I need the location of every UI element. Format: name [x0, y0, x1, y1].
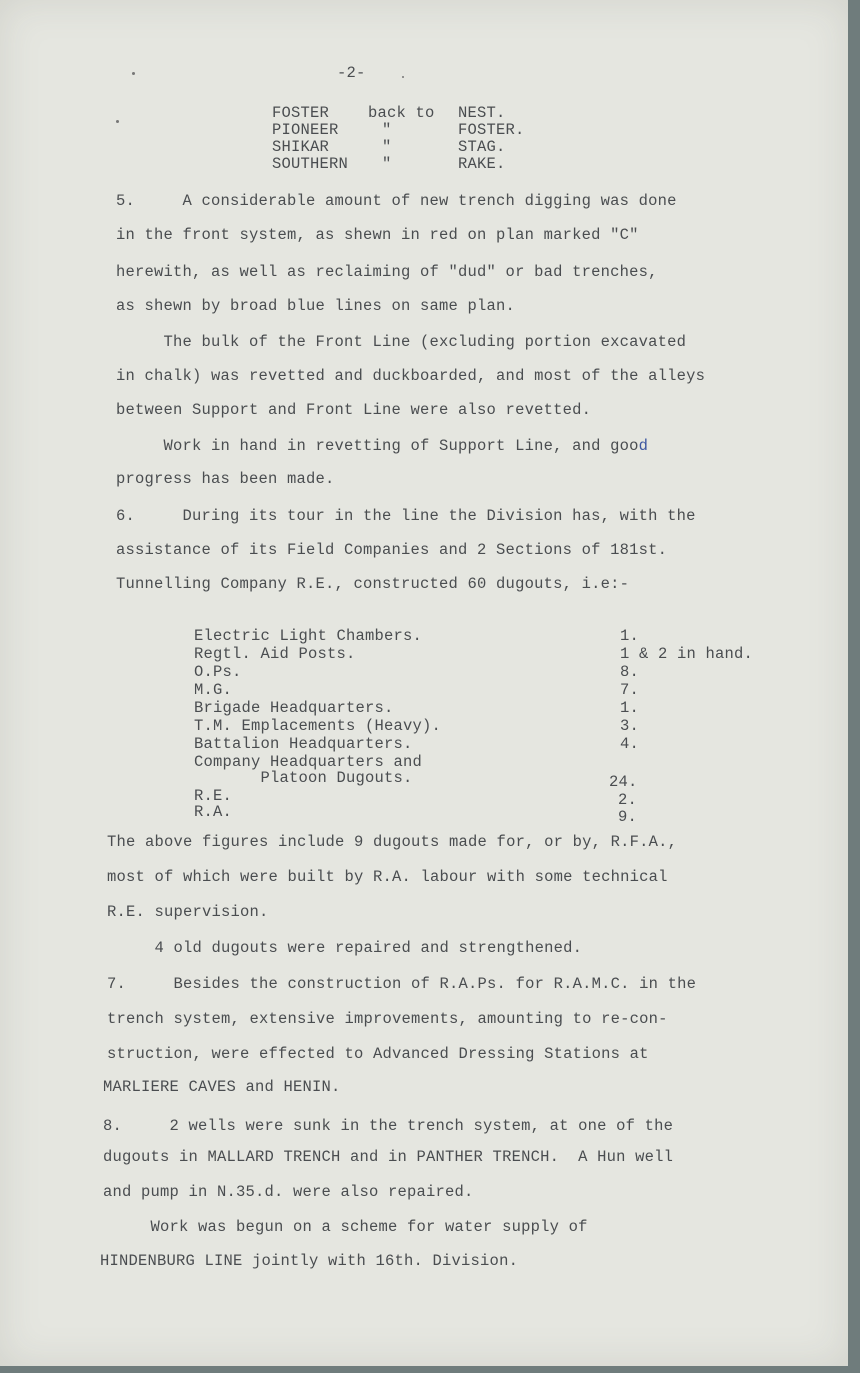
paragraph-line	[116, 437, 648, 455]
paragraph-line: struction, were effected to Advanced Dressing Stations at	[107, 1045, 649, 1063]
paragraph-line: most of which were built by R.A. labour with some technical	[107, 868, 668, 886]
route-to: STAG.	[458, 138, 506, 156]
dugout-label: Platoon Dugouts.	[194, 769, 413, 787]
paragraph-line: 8. 2 wells were sunk in the trench system, at one of the	[103, 1117, 674, 1135]
paragraph-line: in chalk) was revetted and duckboarded, and most of the alleys	[116, 367, 706, 385]
paragraph-line: The bulk of the Front Line (excluding portion excavated	[116, 333, 687, 351]
paragraph-line: between Support and Front Line were also revetted.	[116, 401, 592, 419]
paragraph-line: HINDENBURG LINE jointly with 16th. Division.	[100, 1252, 519, 1270]
paragraph-line: 5. A considerable amount of new trench digging was done	[116, 192, 677, 210]
paragraph-line: trench system, extensive improvements, amounting to re-con-	[107, 1010, 668, 1028]
route-from: SOUTHERN	[272, 155, 349, 173]
dugout-label: Electric Light Chambers.	[194, 627, 423, 645]
dugout-count: 1.	[620, 627, 640, 645]
paragraph-line: dugouts in MALLARD TRENCH and in PANTHER TRENCH. A Hun well	[103, 1148, 674, 1166]
dugout-label: Company Headquarters and	[194, 753, 423, 771]
route-word: "	[382, 121, 392, 139]
route-to: NEST.	[458, 104, 506, 122]
route-from: PIONEER	[272, 121, 339, 139]
dugout-count: 3.	[620, 717, 640, 735]
paragraph-line: Work was begun on a scheme for water supply of	[103, 1218, 588, 1236]
paragraph-line: herewith, as well as reclaiming of "dud" or bad trenches,	[116, 263, 658, 281]
dugout-count: 1 & 2 in hand.	[620, 645, 754, 663]
paragraph-line: and pump in N.35.d. were also repaired.	[103, 1183, 474, 1201]
dugout-label: M.G.	[194, 681, 233, 699]
route-word: "	[382, 138, 392, 156]
ink-speck	[116, 120, 119, 123]
dugout-label: R.E.	[194, 787, 233, 805]
route-to: FOSTER.	[458, 121, 525, 139]
route-word: "	[382, 155, 392, 173]
ink-speck	[132, 72, 135, 75]
dugout-label: Brigade Headquarters.	[194, 699, 394, 717]
background-edge-right	[848, 0, 860, 1373]
paragraph-line: as shewn by broad blue lines on same plan.	[116, 297, 516, 315]
route-to: RAKE.	[458, 155, 506, 173]
paragraph-line: 4 old dugouts were repaired and strengthened.	[107, 939, 583, 957]
dugout-label: R.A.	[194, 803, 233, 821]
dugout-count: 8.	[620, 663, 640, 681]
page-number: -2-	[337, 64, 366, 82]
dugout-count: 7.	[620, 681, 640, 699]
paragraph-text: Work in hand in revetting of Support Line, and goo	[116, 437, 639, 455]
dugout-label: Battalion Headquarters.	[194, 735, 413, 753]
paragraph-line: progress has been made.	[116, 470, 335, 488]
ink-speck	[402, 76, 404, 78]
paragraph-line: Tunnelling Company R.E., constructed 60 dugouts, i.e:-	[116, 575, 630, 593]
route-word: back to	[368, 104, 435, 122]
dugout-label: T.M. Emplacements (Heavy).	[194, 717, 442, 735]
route-from: SHIKAR	[272, 138, 330, 156]
dugout-label: O.Ps.	[194, 663, 242, 681]
background-edge-bottom	[0, 1366, 860, 1373]
dugout-count: 4.	[620, 735, 640, 753]
dugout-count: 24.	[609, 773, 638, 791]
dugout-count: 9.	[618, 808, 638, 826]
paragraph-line: The above figures include 9 dugouts made for, or by, R.F.A.,	[107, 833, 678, 851]
paragraph-line: R.E. supervision.	[107, 903, 269, 921]
dugout-count: 1.	[620, 699, 640, 717]
paragraph-line: assistance of its Field Companies and 2 Sections of 181st.	[116, 541, 668, 559]
paragraph-line: MARLIERE CAVES and HENIN.	[103, 1078, 341, 1096]
route-from: FOSTER	[272, 104, 330, 122]
dugout-count: 2.	[618, 791, 638, 809]
paragraph-line: in the front system, as shewn in red on plan marked "C"	[116, 226, 639, 244]
paragraph-text-blue: d	[638, 437, 649, 455]
dugout-label: Regtl. Aid Posts.	[194, 645, 356, 663]
paragraph-line: 6. During its tour in the line the Division has, with the	[116, 507, 696, 525]
paragraph-line: 7. Besides the construction of R.A.Ps. for R.A.M.C. in the	[107, 975, 697, 993]
